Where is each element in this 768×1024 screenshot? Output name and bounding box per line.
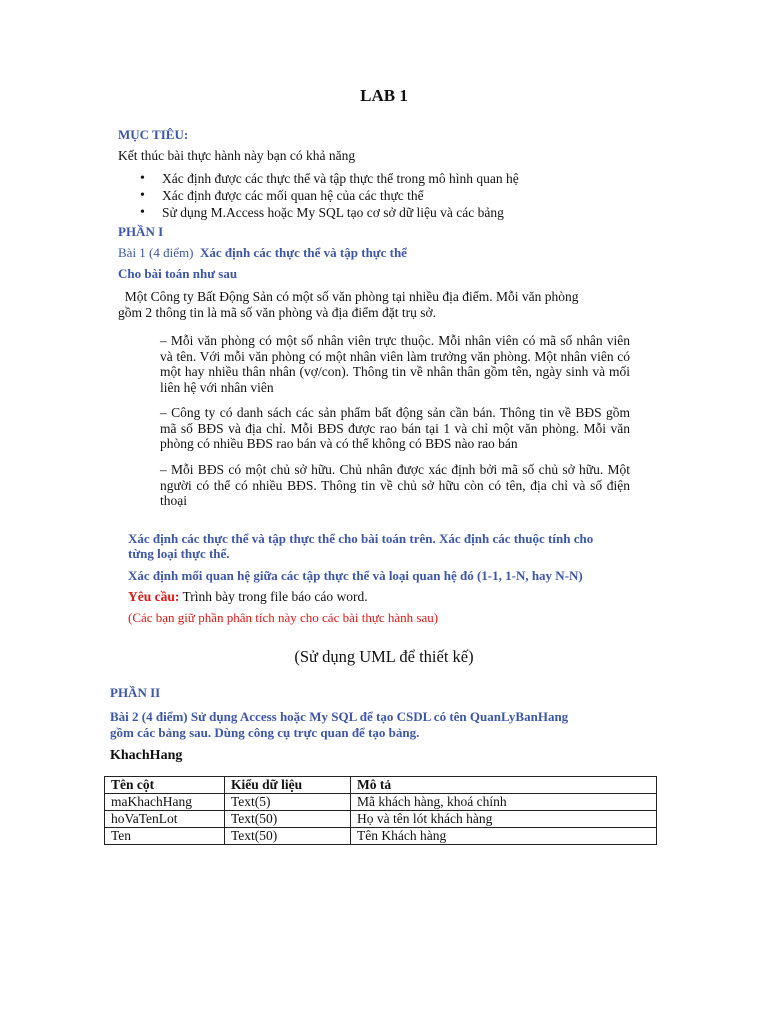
bai-toan-subheading: Cho bài toán như sau [118, 266, 238, 281]
table-name: KhachHang [110, 748, 183, 763]
intro-line-1 [118, 289, 578, 305]
table-row [105, 828, 657, 845]
task1-line2: từng loại thực thể. [128, 546, 230, 561]
note-red: (Các bạn giữ phần phân tích này cho các bài thực hành sau) [128, 610, 439, 625]
objectives-list [140, 170, 519, 221]
phan2-heading: PHẦN II [110, 685, 161, 700]
intro-line-1-text: Một Công ty Bất Động Sản có một số văn phòng tại nhiều địa điểm. Mỗi văn phòng [124, 289, 579, 304]
paragraph-chu-so-huu: – Mỗi BĐS có một chủ sở hữu. Chủ nhân được xác định bởi mã số chủ sở hữu. Một người có thể có nhiều BĐS. Thông tin về chủ sở hữu còn có tên, địa chỉ và số điện thoại [160, 462, 630, 508]
page-title: LAB 1 [360, 86, 408, 105]
table-cell: Text(50) [225, 811, 351, 828]
bai1-heading [118, 245, 407, 261]
khachhang-table [104, 776, 657, 845]
yeu-cau-label: Yêu cầu: [128, 589, 180, 604]
table-row [105, 794, 657, 811]
yeu-cau-text: Trình bày trong file báo cáo word. [179, 589, 368, 604]
yeu-cau [128, 589, 368, 605]
task1-line1: Xác định các thực thể và tập thực thể cho bài toán trên. Xác định các thuộc tính cho [128, 531, 594, 546]
task2: Xác định mối quan hệ giữa các tập thực thể và loại quan hệ đó (1-1, 1-N, hay N-N) [128, 568, 583, 583]
phan1-heading: PHẦN I [118, 224, 164, 239]
objective-item: • Xác định được các mối quan hệ của các thực thể [140, 187, 519, 204]
table-header-cell: Kiểu dữ liệu [225, 777, 351, 794]
bai1-label: Bài 1 (4 điểm) [118, 245, 194, 260]
bai1-title: Xác định các thực thể và tập thực thể [199, 245, 407, 260]
table-row [105, 811, 657, 828]
table-header-cell: Mô tả [351, 777, 657, 794]
table-cell: maKhachHang [105, 794, 225, 811]
paragraph-san-pham: – Công ty có danh sách các sản phẩm bất động sản cần bán. Thông tin về BĐS gồm mã số BĐS và địa chỉ. Mỗi BĐS được rao bán tại 1 và chỉ một văn phòng. Mỗi văn phòng có nhiều BĐS rao bán và có thể không có BĐS nào rao bán [160, 405, 630, 451]
objective-item: • Sử dụng M.Access hoặc My SQL tạo cơ sở dữ liệu và các bảng [140, 204, 519, 221]
table-cell: Text(50) [225, 828, 351, 845]
bai2-line2: gồm các bảng sau. Dùng công cụ trực quan để tạo bảng. [110, 725, 420, 740]
table-cell: Mã khách hàng, khoá chính [351, 794, 657, 811]
table-header-row [105, 777, 657, 794]
muc-tieu-heading: MỤC TIÊU: [118, 127, 189, 142]
table-cell: Tên Khách hàng [351, 828, 657, 845]
table-header-cell: Tên cột [105, 777, 225, 794]
uml-note: (Sử dụng UML để thiết kế) [294, 647, 474, 666]
bai2-line1: Bài 2 (4 điểm) Sử dụng Access hoặc My SQL để tạo CSDL có tên QuanLyBanHang [110, 709, 569, 724]
table-cell: hoVaTenLot [105, 811, 225, 828]
table-cell: Họ và tên lót khách hàng [351, 811, 657, 828]
muc-tieu-intro: Kết thúc bài thực hành này bạn có khả năng [118, 148, 356, 163]
objective-item: • Xác định được các thực thể và tập thực thể trong mô hình quan hệ [140, 170, 519, 187]
table-cell: Text(5) [225, 794, 351, 811]
intro-line-2: gồm 2 thông tin là mã số văn phòng và địa điểm đặt trụ sở. [118, 305, 436, 320]
table-cell: Ten [105, 828, 225, 845]
paragraph-nhan-vien: – Mỗi văn phòng có một số nhân viên trực thuộc. Mỗi nhân viên có mã số nhân viên và tên. Với mỗi văn phòng có một nhân viên làm trưởng văn phòng. Một nhân viên có một hay nhiều thân nhân (vợ/con). Thông tin về nhân thân gồm tên, ngày sinh và mối liên hệ với nhân viên [160, 333, 630, 395]
